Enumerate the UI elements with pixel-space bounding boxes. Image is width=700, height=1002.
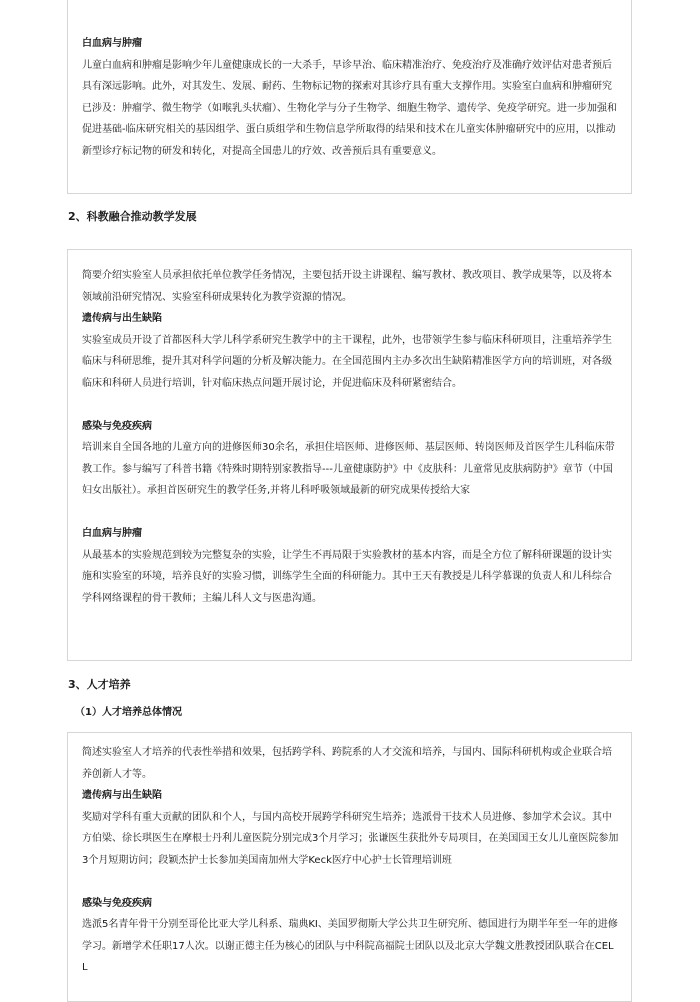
content-box-talent <box>67 732 632 1002</box>
intro-paragraph: 简要介绍实验室人员承担依托单位教学任务情况，主要包括开设主讲课程、编写教材、教改项目、教学成果等，以及将本领域前沿研究情况、实验室科研成果转化为教学资源的情况。 <box>82 270 612 303</box>
subsection-heading: 遗传病与出生缺陷 <box>82 313 162 324</box>
paragraph: 选派5名青年骨干分别至哥伦比亚大学儿科系、瑞典KI、美国罗彻斯大学公共卫生研究所、德国进行为期半年至一年的进修学习。新增学术任职17人次。以谢正德主任为核心的团队与中科院高福院士团队以及北京大学魏文胜教授团队联合在CELL <box>82 919 618 973</box>
section-heading-talent: 3、人才培养 <box>68 678 131 691</box>
intro-paragraph: 简述实验室人才培养的代表性举措和效果，包括跨学科、跨院系的人才交流和培养，与国内、国际科研机构或企业联合培养创新人才等。 <box>82 747 612 780</box>
subsection-heading: 白血病与肿瘤 <box>82 38 142 49</box>
paragraph: 培训来自全国各地的儿童方向的进修医师30余名，承担住培医师、进修医师、基层医师、转岗医师及首医学生儿科临床带教工作。参与编写了科普书籍《特殊时期特别家教指导---儿童健康防护》中《皮肤科：儿童常见皮肤病防护》章节（中国妇女出版社）。承担首医研究生的教学任务,并将儿科呼吸领域最新的研究成果传授给大家 <box>82 442 615 496</box>
paragraph: 奖励对学科有重大贡献的团队和个人，与国内高校开展跨学科研究生培养；选派骨干技术人员进修、参加学术会议。其中方伯梁、徐长琪医生在摩根士丹利儿童医院分别完成3个月学习；张谦医生获批外专局项目，在美国国王女儿儿童医院参加3个月短期访问；段颖杰护士长参加美国南加州大学Keck医疗中心护士长管理培训班 <box>82 811 619 866</box>
section-heading-teaching: 2、科教融合推动教学发展 <box>68 210 197 223</box>
subsection-heading: 遗传病与出生缺陷 <box>82 790 162 801</box>
subsection-heading: 白血病与肿瘤 <box>82 528 142 539</box>
subsection-heading: 感染与免疫疾病 <box>82 420 152 432</box>
paragraph: 儿童白血病和肿瘤是影响少年儿童健康成长的一大杀手，早诊早治、临床精准治疗、免疫治疗及准确疗效评估对患者预后具有深远影响。此外，对其发生、发展、耐药、生物标记物的探索对其诊疗具有重大支撑作用。实验室白血病和肿瘤研究已涉及：肿瘤学、微生物学（如喉乳头状瘤）、生物化学与分子生物学、细胞生物学、遗传学、免疫学研究。进一步加强和促进基础-临床研究相关的基因组学、蛋白质组学和生物信息学所取得的结果和技术在儿童实体肿瘤研究中的应用，以推动新型诊疗标记物的研发和转化，对提高全国患儿的疗效、改善预后具有重要意义。 <box>82 59 617 157</box>
subsection-heading: 感染与免疫疾病 <box>82 897 152 909</box>
content-box-teaching <box>67 249 632 661</box>
paragraph: 从最基本的实验规范到较为完整复杂的实验，让学生不再局限于实验教材的基本内容，而是全方位了解科研课题的设计实施和实验室的环境，培养良好的实验习惯，训练学生全面的科研能力。其中王天有教授是儿科学慕课的负责人和儿科综合学科网络课程的骨干教师；主编儿科人文与医患沟通。 <box>82 549 612 604</box>
paragraph: 实验室成员开设了首都医科大学儿科学系研究生教学中的主干课程，此外，也带领学生参与临床科研项目，注重培养学生临床与科研思维，提升其对科学问题的分析及解决能力。在全国范围内主办多次出生缺陷精准医学方向的培训班，对各级临床和科研人员进行培训，针对临床热点问题开展讨论，并促进临床及科研紧密结合。 <box>82 334 612 389</box>
content-box-leukemia-research <box>67 0 632 194</box>
subsection-title-overall: （1）人才培养总体情况 <box>75 707 182 718</box>
